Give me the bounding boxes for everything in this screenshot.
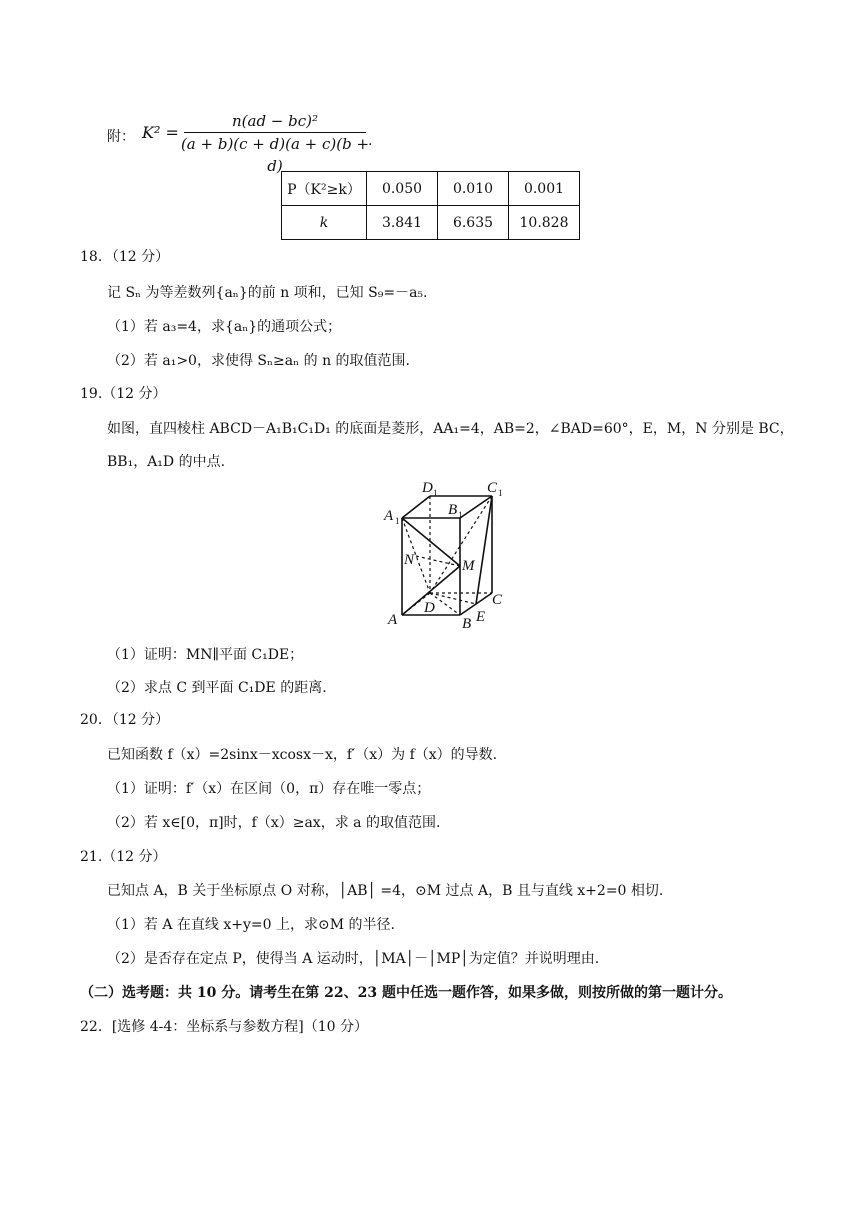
question-18-stem: 记 Sₙ 为等差数列{aₙ}的前 n 项和，已知 S₉=－a₅. (107, 285, 428, 301)
formula-suffix: . (368, 133, 373, 149)
table-cell: 10.828 (509, 206, 580, 240)
question-18-part1: （1）若 a₃=4，求{aₙ}的通项公式； (107, 319, 342, 335)
label-sub: 1 (498, 488, 503, 498)
question-19-number: 19.（12 分） (80, 386, 167, 402)
table-row (282, 206, 580, 240)
table-row (282, 172, 580, 206)
formula-lhs: K² = (142, 123, 179, 142)
formula-numerator: n(ad − bc)² (231, 112, 319, 130)
table-cell: 0.050 (367, 172, 438, 206)
question-21-part2: （2）是否存在定点 P，使得当 A 运动时，│MA│－│MP│为定值？并说明理由. (107, 951, 600, 967)
question-19-part1: （1）证明：MN∥平面 C₁DE； (107, 647, 304, 663)
question-20-number: 20．（12 分） (80, 712, 170, 728)
section-2-heading: （二）选考题：共 10 分。请考生在第 22、23 题中任选一题作答，如果多做，则按所做的第一题计分。 (80, 985, 732, 1001)
table-cell: 0.010 (438, 172, 509, 206)
question-18-part2: （2）若 a₁>0，求使得 Sₙ≥aₙ 的 n 的取值范围. (107, 353, 411, 369)
label-E: E (476, 609, 486, 625)
question-19-part2: （2）求点 C 到平面 C₁DE 的距离. (107, 680, 327, 696)
label-sub: 1 (395, 516, 400, 526)
question-22-number: 22．[选修 4-4：坐标系与参数方程]（10 分） (80, 1019, 368, 1035)
question-20-stem: 已知函数 f（x）=2sinx－xcosx－x，f′（x）为 f（x）的导数. (107, 747, 498, 763)
table-cell: 0.001 (509, 172, 580, 206)
question-21-part1: （1）若 A 在直线 x+y=0 上，求⊙M 的半径. (107, 917, 395, 933)
label-B1: B (448, 502, 458, 518)
label-N: N (404, 552, 415, 568)
formula-prefix: 附： (107, 129, 135, 145)
question-21-number: 21.（12 分） (80, 849, 167, 865)
label-C1: C (487, 480, 498, 496)
label-B: B (462, 616, 472, 628)
prism-figure (380, 478, 520, 628)
question-19-stem-line1: 如图，直四棱柱 ABCD－A₁B₁C₁D₁ 的底面是菱形，AA₁=4，AB=2，∠BAD=60°，E，M，N 分别是 BC， (107, 421, 794, 437)
table-cell: P（K²≥k） (282, 172, 367, 206)
label-A: A (388, 612, 398, 628)
question-21-stem: 已知点 A，B 关于坐标原点 O 对称，│AB│ =4，⊙M 过点 A，B 且与直线 x+2=0 相切. (107, 883, 664, 899)
label-D1: D (422, 480, 433, 496)
question-19-stem-line2: BB₁，A₁D 的中点. (107, 454, 226, 470)
question-18-number: 18．（12 分） (80, 249, 170, 265)
label-D: D (424, 600, 435, 616)
label-A1: A (384, 508, 394, 524)
label-M: M (462, 558, 475, 574)
table-cell: 6.635 (438, 206, 509, 240)
label-sub: 1 (433, 488, 438, 498)
label-C: C (492, 592, 503, 608)
question-20-part2: （2）若 x∈[0，π]时，f（x）≥ax，求 a 的取值范围. (107, 815, 441, 831)
table-cell: k (282, 206, 367, 240)
formula-denominator: (a + b)(c + d)(a + c)(b + d) (180, 135, 370, 175)
critical-value-table (281, 171, 580, 240)
table-cell: 3.841 (367, 206, 438, 240)
question-20-part1: （1）证明：f′（x）在区间（0，π）存在唯一零点； (107, 781, 431, 797)
label-sub: 1 (458, 510, 463, 520)
formula-fraction (180, 110, 373, 175)
